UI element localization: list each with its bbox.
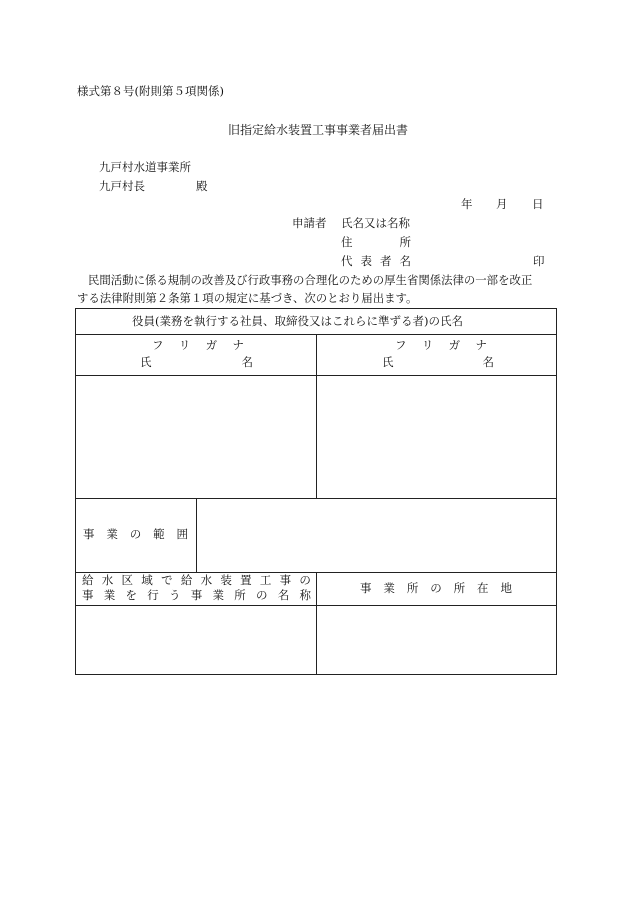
officer-name-cell-left[interactable] (77, 376, 315, 497)
office-location-label: 事 業 所 の 所 在 地 (360, 581, 512, 595)
name-label-right: 氏 名 (382, 355, 494, 369)
date-year: 年 (461, 197, 473, 211)
applicant-representative-label: 代 表 者 名 (341, 254, 411, 268)
business-scope-cell[interactable] (197, 499, 555, 571)
applicant-label: 申請者 (292, 216, 327, 230)
name-label-left: 氏 名 (140, 355, 253, 369)
furigana-label-right: フ リ ガ ナ (395, 338, 487, 352)
officers-header: 役員(業務を執行する社員、取締役又はこれらに準ずる者)の氏名 (132, 314, 463, 328)
business-scope-label: 事 業 の 範 囲 (83, 527, 188, 541)
body-text-line1: 民間活動に係る規制の改善及び行政事務の合理化のための厚生省関係法律の一部を改正 (88, 273, 533, 287)
date-day: 日 (532, 197, 544, 211)
addressee-honorific: 殿 (196, 179, 208, 193)
document-title: 旧指定給水装置工事事業者届出書 (228, 123, 409, 137)
office-name-cell[interactable] (77, 606, 315, 674)
office-name-label-line1: 給 水 区 域 で 給 水 装 置 工 事 の (82, 573, 311, 587)
officers-form-table (75, 308, 557, 675)
furigana-label-left: フ リ ガ ナ (152, 338, 244, 352)
addressee-office: 九戸村水道事業所 (99, 160, 191, 174)
body-text-line2: する法律附則第２条第１項の規定に基づき、次のとおり届出ます。 (77, 291, 418, 305)
addressee-mayor: 九戸村長 (99, 179, 145, 193)
office-name-label-line2: 事 業 を 行 う 事 業 所 の 名 称 (82, 588, 311, 602)
form-number: 様式第８号(附則第５項関係) (77, 84, 224, 98)
applicant-name-label: 氏名又は名称 (341, 216, 410, 230)
office-location-cell[interactable] (317, 606, 555, 674)
applicant-address-label: 住 所 (341, 235, 411, 249)
seal-mark: 印 (533, 254, 545, 268)
date-month: 月 (496, 197, 508, 211)
officer-name-cell-right[interactable] (317, 376, 555, 497)
